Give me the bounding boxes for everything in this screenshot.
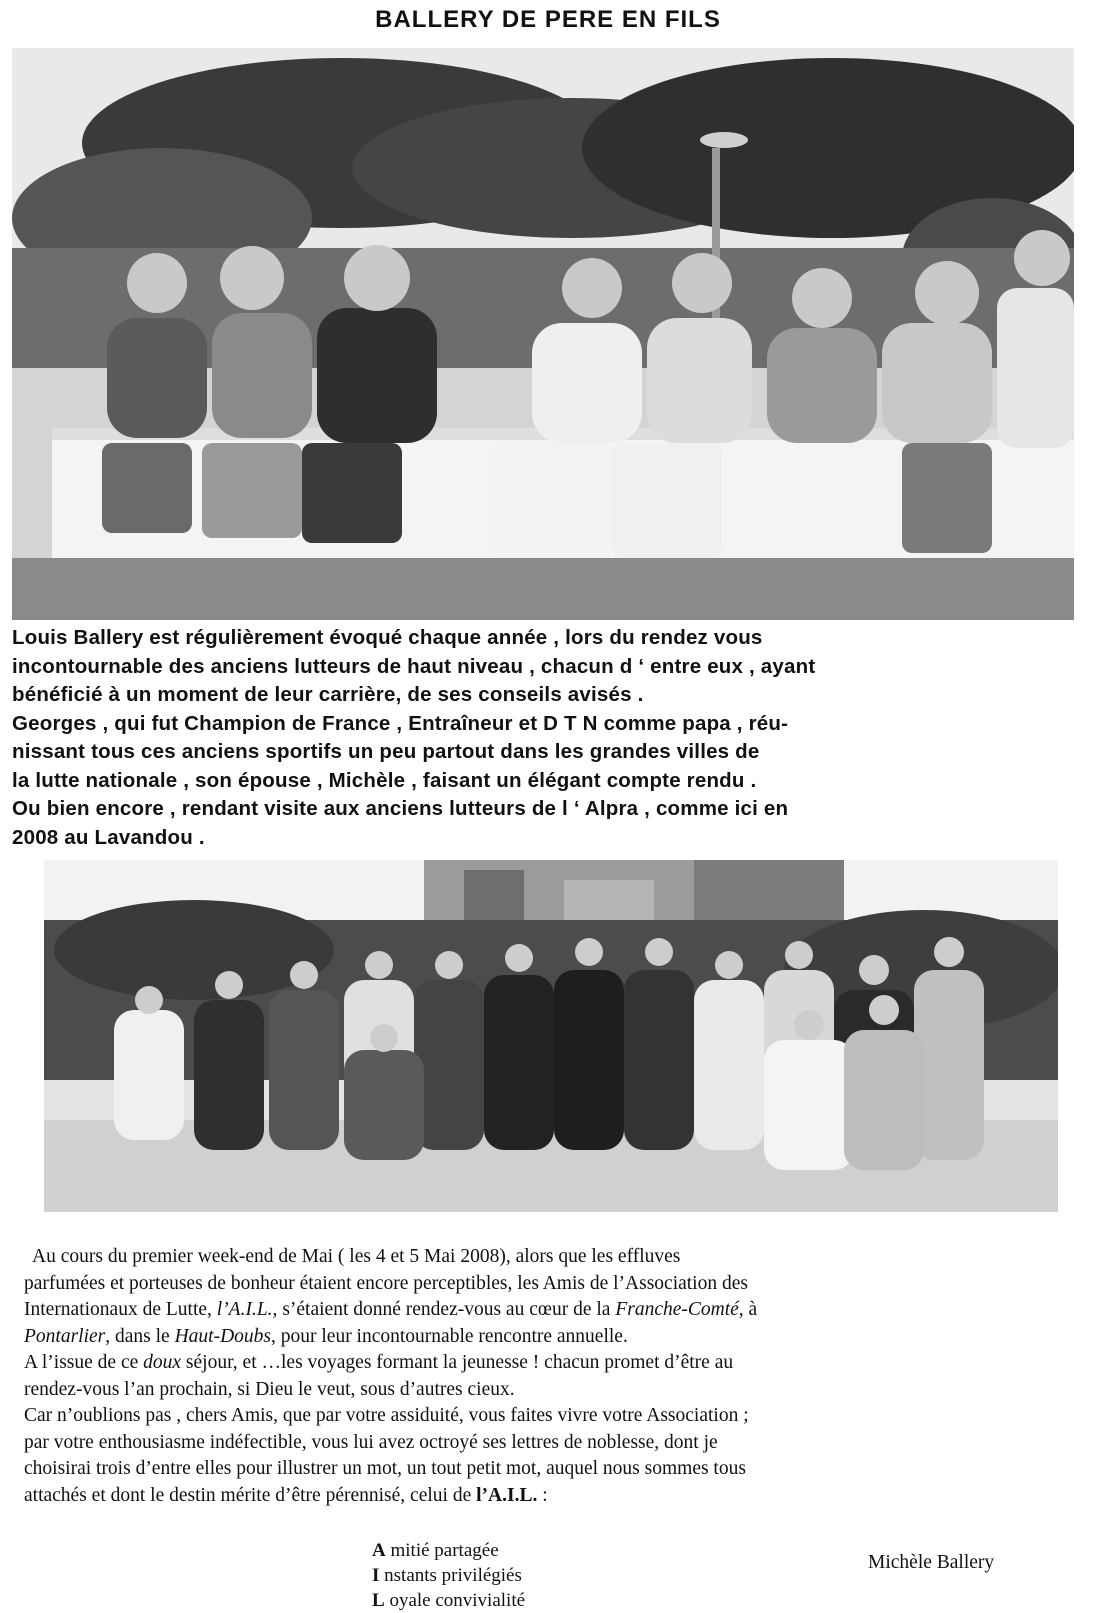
article-line: parfumées et porteuses de bonheur étaient encore perceptibles, les Amis de l’Association des <box>24 1272 748 1294</box>
acrostic <box>372 1538 525 1613</box>
intro-line: 2008 au Lavandou . <box>12 825 205 849</box>
article-line: Car n’oublions pas , chers Amis, que par votre assiduité, vous faites vivre votre Association ; <box>24 1405 749 1426</box>
article-text: , pour leur incontournable rencontre annuelle. <box>271 1325 628 1347</box>
article-text: , dans le <box>105 1325 175 1347</box>
intro-line: incontournable des anciens lutteurs de haut niveau , chacun d ‘ entre eux , ayant <box>12 654 816 678</box>
article-text: Internationaux de Lutte, <box>24 1299 217 1320</box>
acrostic-text: oyale convivialité <box>384 1590 526 1611</box>
article-line: choisirai trois d’entre elles pour illustrer un mot, un tout petit mot, auquel nous sommes tous <box>24 1458 746 1479</box>
article-paragraph <box>24 1244 1090 1509</box>
article-italic: Pontarlier <box>24 1325 106 1347</box>
intro-paragraph <box>12 624 1076 852</box>
intro-line: la lutte nationale , son épouse , Michèle , faisant un élégant compte rendu . <box>12 768 757 792</box>
article-line <box>24 1483 1090 1510</box>
intro-line: nissant tous ces anciens sportifs un peu partout dans les grandes villes de <box>12 740 760 763</box>
acrostic-letter: I <box>372 1565 380 1586</box>
article-line <box>24 1297 1090 1324</box>
article-line <box>24 1350 1090 1377</box>
article-line: rendez-vous l’an prochain, si Dieu le veut, sous d’autres cieux. <box>24 1378 515 1400</box>
article-text: , à <box>738 1299 758 1320</box>
intro-line: Louis Ballery est régulièrement évoqué chaque année , lors du rendez vous <box>12 626 763 649</box>
article-line: Au cours du premier week-end de Mai ( les 4 et 5 Mai 2008), alors que les effluves <box>32 1246 681 1267</box>
acrostic-row <box>372 1588 525 1613</box>
acrostic-row <box>372 1563 525 1588</box>
article-text: attachés et dont le destin mérite d’être pérennisé, celui de <box>24 1484 477 1506</box>
article-text: séjour, et …les voyages formant la jeunesse ! chacun promet d’être au <box>181 1352 734 1373</box>
article-italic: Haut-Doubs <box>174 1325 271 1347</box>
photo-group-pontarlier <box>44 860 1058 1212</box>
article-text: s’étaient donné rendez-vous au cœur de la <box>277 1299 616 1320</box>
article-text: : <box>537 1484 548 1506</box>
article-italic: l’A.I.L., <box>216 1299 278 1320</box>
page-title: BALLERY DE PERE EN FILS <box>375 6 721 33</box>
intro-line: bénéficié à un moment de leur carrière, de ses conseils avisés . <box>12 683 644 706</box>
acrostic-letter: A <box>372 1540 386 1561</box>
article-italic: Franche-Comté <box>615 1299 739 1320</box>
article-line <box>24 1324 1090 1351</box>
acrostic-letter: L <box>372 1590 385 1611</box>
article-italic: doux <box>143 1352 182 1373</box>
acrostic-row <box>372 1538 525 1563</box>
signature: Michèle Ballery <box>868 1552 995 1573</box>
photo-seated-veterans <box>12 48 1074 620</box>
intro-line: Georges , qui fut Champion de France , Entraîneur et D T N comme papa , réu- <box>12 711 789 735</box>
article-line: par votre enthousiasme indéfectible, vous lui avez octroyé ses lettres de noblesse, dont je <box>24 1431 718 1453</box>
article-text: A l’issue de ce <box>24 1352 144 1373</box>
acrostic-text: nstants privilégiés <box>379 1565 522 1586</box>
acrostic-text: mitié partagée <box>385 1540 499 1561</box>
article-bold: l’A.I.L. <box>476 1484 538 1506</box>
intro-line: Ou bien encore , rendant visite aux anciens lutteurs de l ‘ Alpra , comme ici en <box>12 797 789 820</box>
